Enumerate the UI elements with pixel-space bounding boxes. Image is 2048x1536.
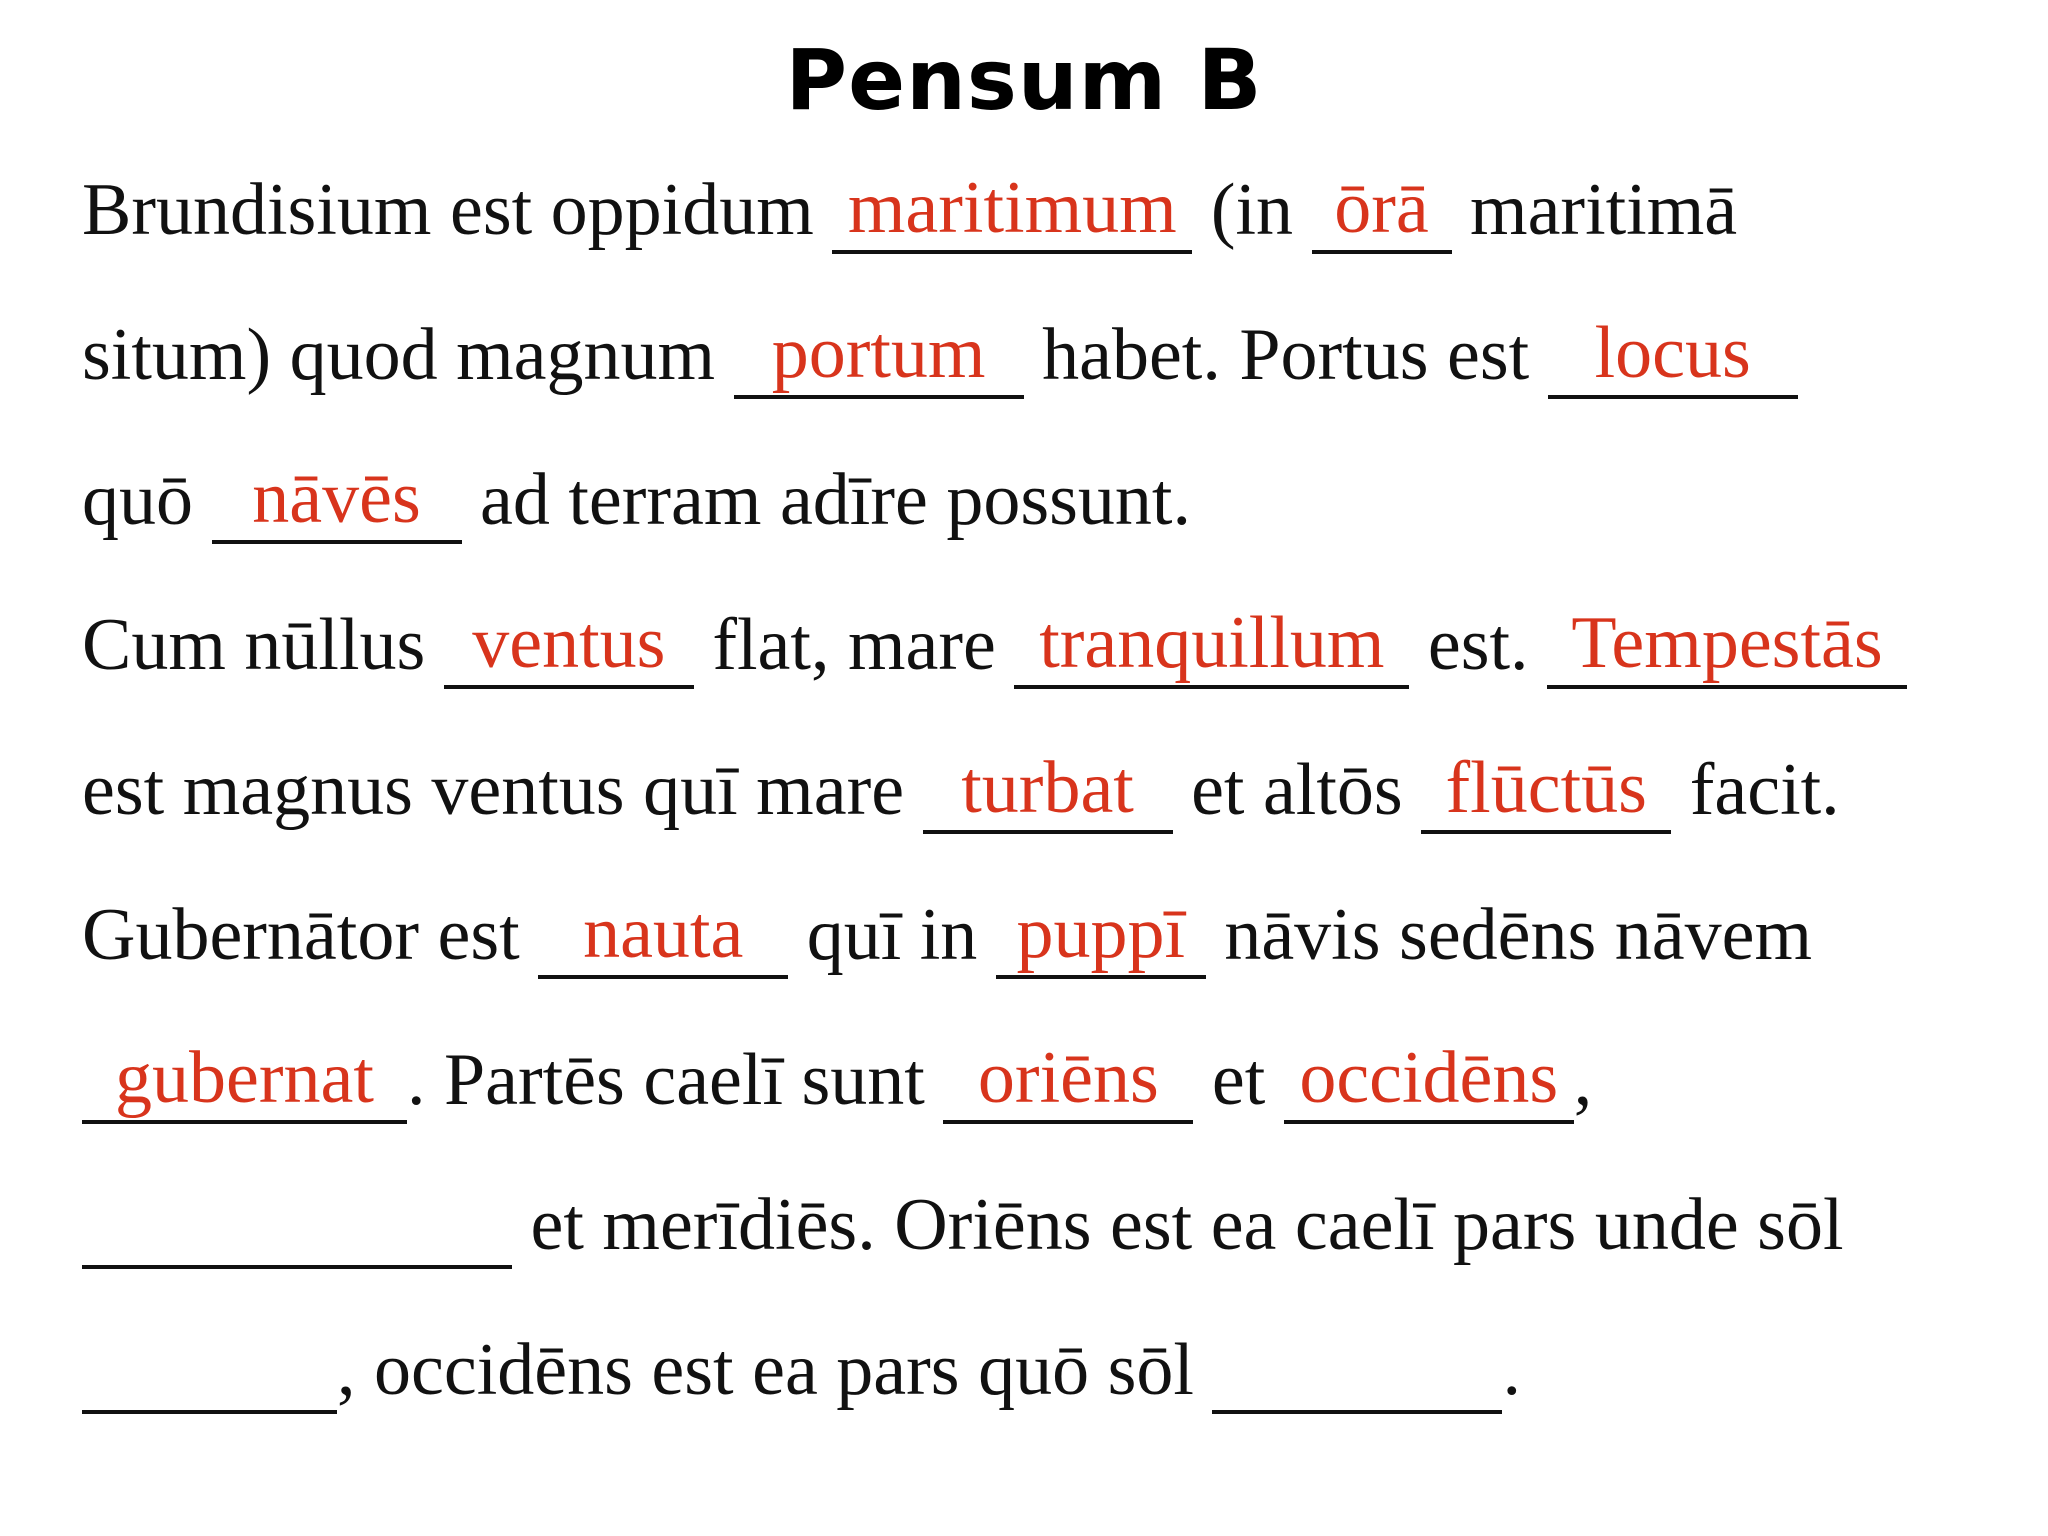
- sentence-text: quī in: [788, 894, 996, 976]
- answer-blank[interactable]: [1312, 154, 1452, 254]
- answer-blank[interactable]: [82, 1169, 512, 1269]
- sentence-text: et merīdiēs. Oriēns est ea caelī pars unde sōl: [512, 1184, 1844, 1266]
- answer-blank[interactable]: [444, 589, 694, 689]
- text-line: [82, 1175, 1844, 1275]
- text-line: [82, 160, 1737, 260]
- sentence-text: Brundisium est oppidum: [82, 169, 833, 251]
- answer-blank[interactable]: [1014, 589, 1409, 689]
- sentence-text: , occidēns est ea pars quō sōl: [337, 1329, 1213, 1411]
- sentence-text: ad terram adīre possunt.: [461, 459, 1191, 541]
- text-line: [82, 305, 1798, 405]
- filled-answer: ventus: [472, 602, 666, 684]
- filled-answer: gubernat: [115, 1037, 374, 1119]
- answer-blank[interactable]: [82, 1314, 337, 1414]
- filled-answer: maritimum: [847, 167, 1177, 249]
- answer-blank[interactable]: [1284, 1024, 1574, 1124]
- filled-answer: nāvēs: [252, 457, 421, 539]
- filled-answer: Tempestās: [1571, 602, 1883, 684]
- sentence-text: maritimā: [1451, 169, 1738, 251]
- filled-answer: nauta: [583, 892, 744, 974]
- sentence-text: situm) quod magnum: [82, 314, 734, 396]
- filled-answer: occidēns: [1299, 1037, 1559, 1119]
- sentence-text: et: [1193, 1039, 1284, 1121]
- filled-answer: flūctūs: [1445, 747, 1647, 829]
- sentence-text: . Partēs caelī sunt: [407, 1039, 944, 1121]
- filled-answer: turbat: [961, 747, 1134, 829]
- sentence-text: Gubernātor est: [82, 894, 539, 976]
- answer-blank[interactable]: [943, 1024, 1193, 1124]
- sentence-text: Cum nūllus: [82, 604, 444, 686]
- sentence-text: .: [1502, 1329, 1521, 1411]
- answer-blank[interactable]: [1548, 299, 1798, 399]
- filled-answer: locus: [1594, 312, 1751, 394]
- text-line: [82, 740, 1840, 840]
- filled-answer: ōrā: [1334, 167, 1429, 249]
- answer-blank[interactable]: [734, 299, 1024, 399]
- sentence-text: habet. Portus est: [1023, 314, 1548, 396]
- sentence-text: (in: [1192, 169, 1312, 251]
- answer-blank[interactable]: [923, 734, 1173, 834]
- sentence-text: ,: [1573, 1039, 1593, 1121]
- filled-answer: puppī: [1016, 892, 1186, 974]
- sentence-text: nāvis sedēns nāvem: [1205, 894, 1813, 976]
- answer-blank[interactable]: [1547, 589, 1907, 689]
- page-title: Pensum B: [785, 31, 1263, 129]
- answer-blank[interactable]: [538, 879, 788, 979]
- answer-blank[interactable]: [82, 1024, 407, 1124]
- sentence-text: est magnus ventus quī mare: [82, 749, 923, 831]
- sentence-text: flat, mare: [693, 604, 1015, 686]
- text-line: [82, 450, 1191, 550]
- sentence-text: quō: [82, 459, 212, 541]
- text-line: [82, 1320, 1521, 1420]
- answer-blank[interactable]: [1212, 1314, 1502, 1414]
- sentence-text: est.: [1409, 604, 1548, 686]
- sentence-text: et altōs: [1172, 749, 1422, 831]
- filled-answer: tranquillum: [1039, 602, 1385, 684]
- answer-blank[interactable]: [996, 879, 1206, 979]
- answer-blank[interactable]: [1421, 734, 1671, 834]
- filled-answer: portum: [771, 312, 986, 394]
- sentence-text: facit.: [1671, 749, 1840, 831]
- filled-answer: oriēns: [977, 1037, 1159, 1119]
- text-line: [82, 595, 1907, 695]
- text-line: [82, 885, 1812, 985]
- text-line: [82, 1030, 1592, 1130]
- answer-blank[interactable]: [212, 444, 462, 544]
- answer-blank[interactable]: [832, 154, 1192, 254]
